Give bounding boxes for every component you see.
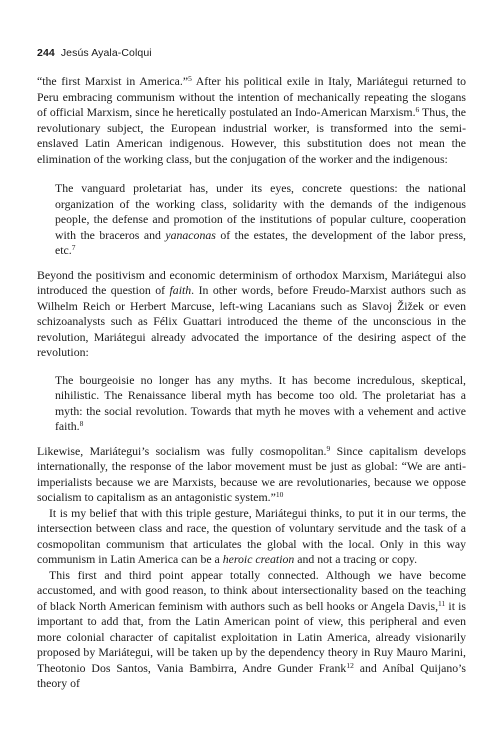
paragraph (37, 74, 466, 167)
footnote-ref[interactable]: 12 (346, 660, 354, 670)
text-run: and Aníbal Quijano’s theory of (37, 660, 466, 690)
text-run: Beyond the positivism and economic determinism of orthodox Marxism, Mariátegui also introduced the question of (37, 267, 466, 297)
text-run: it is important to add that, from the Latin American point of view, this peripheral and even more colonial character of capitalist exploitation in Latin America, already visionarily proposed by Mariátegui, will be taken up by the dependency theory in Ruy Mauro Marini, Theotonio Dos Santos, Vania Bambirra, Andre Gunder Frank (37, 598, 466, 675)
text-run: of the estates, the development of the labor press, etc. (55, 227, 466, 257)
body-text (37, 74, 466, 692)
footnote-ref[interactable]: 9 (326, 443, 331, 453)
emphasis: yanaconas (165, 227, 216, 242)
text-run: and not a tracing or copy. (294, 552, 418, 566)
footnote-ref[interactable]: 6 (415, 105, 420, 114)
text-run: . In other words, before Freudo-Marxist authors such as Wilhelm Reich or Herbert Marcuse, left-wing Lacanians such as Slavoj Žižek or even schizoanalysts such as Félix Guattari introduced the theme of the unconscious in the revolution, Mariátegui already advocated the importance of the desiring aspect of the revolution: (37, 283, 466, 359)
emphasis: faith (169, 283, 192, 297)
text-run: The bourgeoisie no longer has any myths. It has become incredulous, skeptical, nihilistic. The Renaissance liberal myth has become too old. The proletariat has a myth: the social revolution. Towards that myth he moves with a vehement and active faith. (55, 372, 466, 433)
footnote-ref[interactable]: 5 (188, 74, 192, 83)
text-run: After his political exile in Italy, Mariátegui returned to Peru embracing communism without the intention of mechanically repeating the slogans of official Marxism, since he heretically postulated an Indo-American Marxism. (37, 74, 466, 119)
text-run: Since capitalism develops internationally, the response of the labor movement must be just as global: “We are anti-imperialists because we are Marxists, because we are revolutionaries, because we oppose socialism to capitalism as an antagonistic system.” (37, 443, 466, 504)
footnote-ref[interactable]: 7 (71, 243, 76, 252)
paragraph (37, 268, 466, 361)
page-number: 244 (37, 47, 55, 59)
paragraph (37, 444, 466, 506)
text-run: Likewise, Mariátegui’s socialism was fully cosmopolitan. (37, 443, 327, 458)
text-run: Thus, the revolutionary subject, the European industrial worker, is transformed into the semi-enslaved Latin American indigenous. However, this substitution does not mean the elimination of the working class, but the conjugation of the worker and the indigenous: (37, 105, 467, 166)
footnote-ref[interactable]: 10 (275, 490, 284, 499)
block-quote (55, 373, 466, 435)
text-run: This first and third point appear totally connected. Although we have become accustomed, and with good reason, to think about intersectionality based on the teaching of black North American feminism with authors such as bell hooks or Angela Davis, (37, 567, 466, 613)
footnote-ref[interactable]: 11 (438, 598, 446, 608)
footnote-ref[interactable]: 8 (79, 419, 84, 428)
text-run: It is my belief that with this triple gesture, Mariátegui thinks, to put it in our terms, the intersection between class and race, the question of voluntary servitude and the task of a cosmopolitan communism that articulates the global with the local. Only in this way communism in Latin America can be a (37, 505, 466, 566)
text-run: “the first Marxist in America.” (37, 74, 189, 88)
text-run: The vanguard proletariat has, under its eyes, concrete questions: the national organization of the working class, solidarity with the demands of the indigenous people, the defense and promotion of the institutions of popular culture, cooperation with the braceros and (55, 181, 466, 242)
emphasis: heroic creation (222, 552, 295, 566)
block-quote (55, 181, 466, 259)
paragraph (37, 506, 466, 568)
paragraph (37, 568, 466, 692)
running-head (37, 47, 152, 59)
author-name: Jesús Ayala-Colqui (60, 47, 152, 59)
